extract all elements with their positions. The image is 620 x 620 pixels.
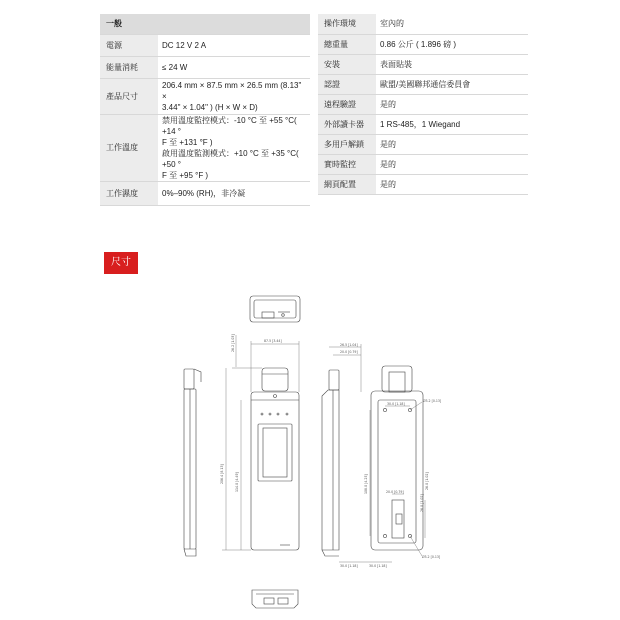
spec-label: 工作溫度 <box>100 114 158 181</box>
spec-value: 206.4 mm × 87.5 mm × 26.5 mm (8.13" × 3.44" × 1.04" ) (H × W × D) <box>158 78 310 114</box>
spec-table-header: 一般 <box>100 14 310 34</box>
dim-top-offset: 26.2 [1.03] <box>231 334 235 352</box>
dim-bottom-b: 30.0 [1.18] <box>369 564 387 568</box>
spec-value: 1 RS-485，1 Wiegand <box>376 114 528 134</box>
dim-depth-a: 26.5 [1.04] <box>340 343 358 347</box>
spec-value: 是的 <box>376 174 528 194</box>
spec-value: 禁用溫度監控模式：-10 °C 至 +55 °C( +14 ° F 至 +131 °F ) 啟用溫度監測模式：+10 °C 至 +35 °C( +50 ° F 至 +95 °F ) <box>158 114 310 181</box>
rear-view <box>371 366 423 550</box>
dim-total-height: 206.4 [8.13] <box>220 464 224 484</box>
spec-label: 安裝 <box>318 54 376 74</box>
dim-cable-outlet-h: 26.0 [1.02] <box>420 494 424 512</box>
dimension-labels <box>220 334 441 568</box>
spec-value: 是的 <box>376 134 528 154</box>
spec-value: 歐盟/美國聯邦通信委員會 <box>376 74 528 94</box>
spec-value: ≤ 24 W <box>158 56 310 78</box>
spec-label: 總重量 <box>318 34 376 54</box>
spec-label: 多用戶解鎖 <box>318 134 376 154</box>
dim-width-top: 87.5 [3.44] <box>264 339 282 343</box>
spec-value: 是的 <box>376 154 528 174</box>
spec-value: 室內的 <box>376 14 528 34</box>
spec-label: 網頁配置 <box>318 174 376 194</box>
spec-label: 外部讀卡器 <box>318 114 376 134</box>
side-view-right <box>322 370 339 556</box>
spec-value: 是的 <box>376 94 528 114</box>
spec-label: 能量消耗 <box>100 56 158 78</box>
spec-value: 0.86 公斤 ( 1.896 磅 ) <box>376 34 528 54</box>
spec-label: 實時監控 <box>318 154 376 174</box>
dim-hole-diameter-top: Ø3.2 [0.13] <box>423 399 442 403</box>
dim-bottom-a: 30.0 [1.18] <box>340 564 358 568</box>
spec-label: 電源 <box>100 34 158 56</box>
top-view <box>250 296 300 322</box>
dim-screen-height: 114.0 [4.49] <box>235 472 239 492</box>
dim-hole-diameter-bottom: Ø3.2 [0.13] <box>422 555 441 559</box>
spec-label: 工作濕度 <box>100 181 158 205</box>
dimensions-section-tag: 尺寸 <box>104 252 138 274</box>
side-view-left <box>184 369 201 556</box>
spec-value: 表面貼裝 <box>376 54 528 74</box>
dim-depth-b: 20.0 [0.79] <box>340 350 358 354</box>
spec-label: 認證 <box>318 74 376 94</box>
dimension-lines <box>222 335 425 562</box>
spec-label: 操作環境 <box>318 14 376 34</box>
dim-hole-spacing-top: 30.0 [1.18] <box>387 402 405 406</box>
dim-cable-outlet-w: 20.0 [0.79] <box>386 490 404 494</box>
bottom-view <box>252 590 298 608</box>
spec-label: 遠程驗證 <box>318 94 376 114</box>
spec-value: DC 12 V 2 A <box>158 34 310 56</box>
spec-value: 0%–90% (RH)，非冷凝 <box>158 181 310 205</box>
front-view <box>251 368 299 550</box>
dim-side-height: 26.0 [1.02] <box>425 472 429 490</box>
spec-label: 產品尺寸 <box>100 78 158 114</box>
dim-mount-height: 108.0 [4.25] <box>364 474 368 494</box>
